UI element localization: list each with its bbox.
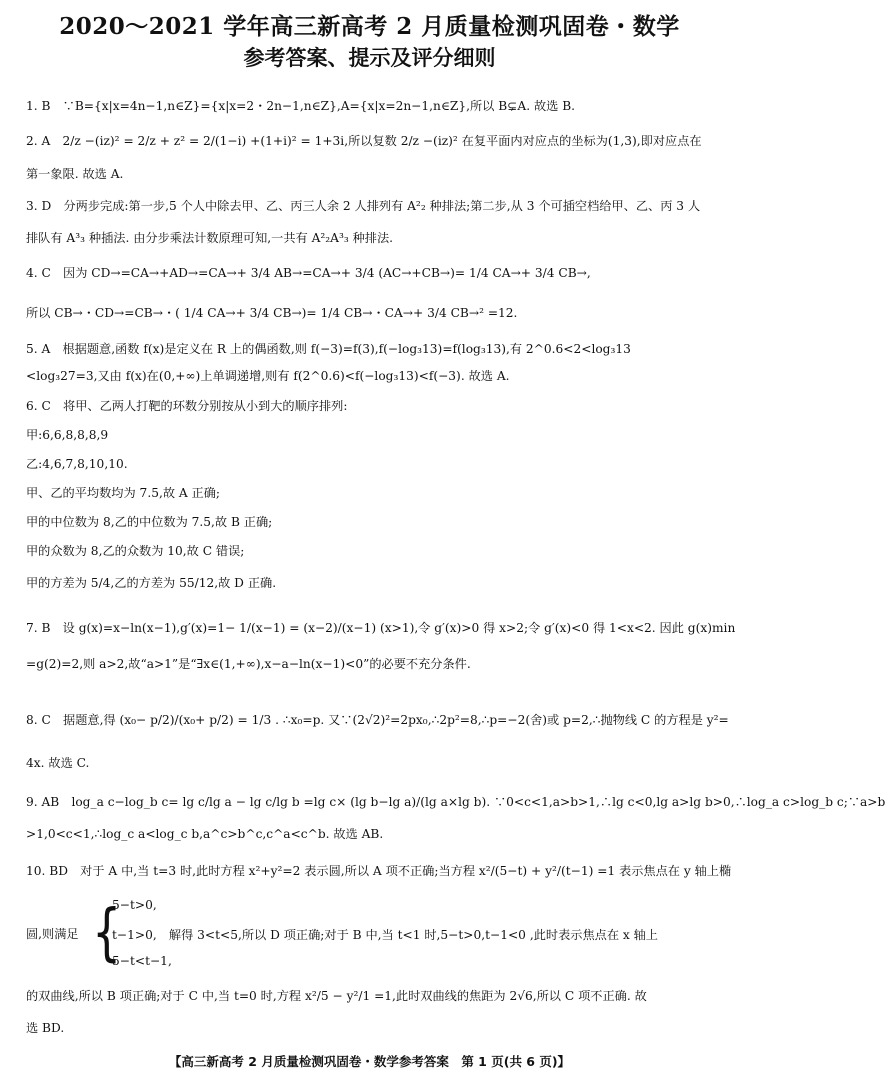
answer-5-line: 5. A 根据题意,函数 f(x)是定义在 R 上的偶函数,则 f(−3)=f(3),f(−log₃13)=f(log₃13),有 2^0.6<2<log₃13 [26,342,631,356]
answer-7-cont: =g(2)=2,则 a>2,故“a>1”是“∃x∈(1,+∞),x−a−ln(x−1)<0”的必要不充分条件. [26,657,471,671]
answer-8-line: 8. C 据题意,得 (x₀− p/2)/(x₀+ p/2) = 1/3 . ∴x₀=p. 又∵(2√2)²=2px₀,∴2p²=8,∴p=−2(舍)或 p=2,∴抛物线 C 的方程是 y²= [26,713,729,727]
answer-5-cont: <log₃27=3,又由 f(x)在(0,+∞)上单调递增,则有 f(2^0.6)<f(−log₃13)<f(−3). 故选 A. [26,369,510,383]
answer-10-system-3: 5−t<t−1, [112,954,172,968]
answer-10-ellipse: 圆,则满足 [26,927,79,941]
answer-9-line: 9. AB log_a c−log_b c= lg c/lg a − lg c/lg b =lg c× (lg b−lg a)/(lg a×lg b). ∵0<c<1,a>b>1,∴lg c<0,lg a>lg b>0,∴log_a c>log_b c;∵a>b [26,795,885,809]
answer-2-cont: 第一象限. 故选 A. [26,167,124,181]
page-footer: 【高三新高考 2 月质量检测巩固卷・数学参考答案 第 1 页(共 6 页)】 [168,1054,571,1069]
answer-3-line: 3. D 分两步完成:第一步,5 个人中除去甲、乙、丙三人余 2 人排列有 A²₂ 种排法;第二步,从 3 个可插空档给甲、乙、丙 3 人 [26,199,701,213]
answer-6-variance: 甲的方差为 5/4,乙的方差为 55/12,故 D 正确. [26,576,277,590]
answer-10-hyperbola: 的双曲线,所以 B 项正确;对于 C 中,当 t=0 时,方程 x²/5 − y²/1 =1,此时双曲线的焦距为 2√6,所以 C 项不正确. 故 [26,989,647,1003]
answer-4-cont: 所以 CB→・CD→=CB→・( 1/4 CA→+ 3/4 CB→)= 1/4 CB→・CA→+ 3/4 CB→² =12. [26,306,518,320]
answer-6-median: 甲的中位数为 8,乙的中位数为 7.5,故 B 正确; [26,515,273,529]
document-subtitle: 参考答案、提示及评分细则 [243,45,496,70]
answer-6-line: 6. C 将甲、乙两人打靶的环数分别按从小到大的顺序排列: [26,399,348,413]
system-brace: { [92,895,122,969]
answer-10-system-2: t−1>0, 解得 3<t<5,所以 D 项正确;对于 B 中,当 t<1 时,5−t>0,t−1<0 ,此时表示焦点在 x 轴上 [112,928,658,942]
document-title: 2020～2021 学年高三新高考 2 月质量检测巩固卷・数学 [59,13,680,40]
answer-6-yi: 乙:4,6,7,8,10,10. [26,457,128,471]
answer-3-cont: 排队有 A³₃ 种插法. 由分步乘法计数原理可知,一共有 A²₂A³₃ 种排法. [26,231,394,245]
answer-6-mode: 甲的众数为 8,乙的众数为 10,故 C 错误; [26,544,245,558]
answer-1-line: 1. B ∵B={x|x=4n−1,n∈Z}={x|x=2・2n−1,n∈Z},A={x|x=2n−1,n∈Z},所以 B⊊A. 故选 B. [26,99,576,113]
answer-8-cont: 4x. 故选 C. [26,756,90,770]
answer-7-line: 7. B 设 g(x)=x−ln(x−1),g′(x)=1− 1/(x−1) = (x−2)/(x−1) (x>1),令 g′(x)>0 得 x>2;令 g′(x)<0 得 1<x<2. 因此 g(x)min [26,621,736,635]
answer-2-line: 2. A 2/z −(iz)² = 2/z + z² = 2/(1−i) +(1+i)² = 1+3i,所以复数 2/z −(iz)² 在复平面内对应点的坐标为(1,3),即对应点在 [26,134,702,148]
answer-9-cont: >1,0<c<1,∴log_c a<log_c b,a^c>b^c,c^a<c^b. 故选 AB. [26,827,384,841]
answer-10-line: 10. BD 对于 A 中,当 t=3 时,此时方程 x²+y²=2 表示圆,所以 A 项不正确;当方程 x²/(5−t) + y²/(t−1) =1 表示焦点在 y 轴上椭 [26,864,732,878]
answer-10-final: 选 BD. [26,1021,65,1035]
answer-6-mean: 甲、乙的平均数均为 7.5,故 A 正确; [26,486,221,500]
answer-10-system-1: 5−t>0, [112,898,157,912]
answer-4-line: 4. C 因为 CD→=CA→+AD→=CA→+ 3/4 AB→=CA→+ 3/4 (AC→+CB→)= 1/4 CA→+ 3/4 CB→, [26,266,591,280]
answer-6-jia: 甲:6,6,8,8,8,9 [26,428,109,442]
